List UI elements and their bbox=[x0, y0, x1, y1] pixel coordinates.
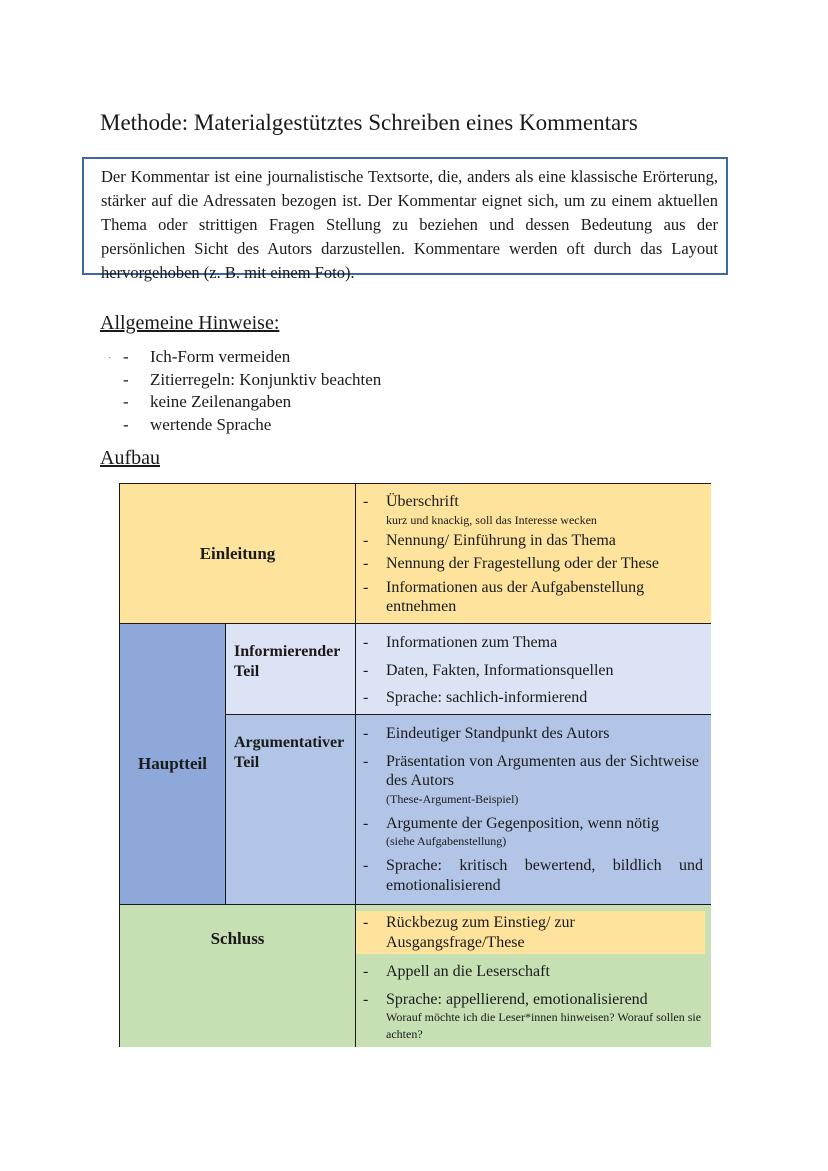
hinweise-list bbox=[120, 346, 381, 436]
list-item: - Argumente der Gegenposition, wenn nötig (siehe Aufgabenstellung) bbox=[363, 814, 659, 848]
tick-mark-icon: ˎ bbox=[108, 348, 112, 359]
schluss-items bbox=[356, 905, 711, 1047]
intro-box: Der Kommentar ist eine journalistische Textsorte, die, anders als eine klassische Erörterung, stärker auf die Adressaten bezogen ist. Der Kommentar eignet sich, um zu einem aktuellen Thema oder strittigen Fragen Stellung zu beziehen und dessen Bedeutung aus der persönlichen Sicht des Autors darzustellen. Kommentare werden oft durch das Layout hervorgehoben (z. B. mit einem Foto). bbox=[82, 157, 728, 275]
list-item: - Daten, Fakten, Informationsquellen bbox=[363, 661, 614, 679]
einleitung-label: Einleitung bbox=[120, 484, 356, 624]
list-item: - Ich-Form vermeiden bbox=[123, 347, 291, 366]
list-item: - Sprache: sachlich-informierend bbox=[363, 689, 588, 706]
list-item: - Zitierregeln: Konjunktiv beachten bbox=[123, 369, 382, 389]
list-item: - Sprache: kritisch bewertend, bildlich und emotionalisierend bbox=[363, 857, 703, 894]
list-item: - Rückbezug zum Einstieg/ zur Ausgangsfrage/These bbox=[356, 911, 705, 954]
hinweise-heading: Allgemeine Hinweise: bbox=[100, 312, 280, 334]
list-item: - Appell an die Leserschaft bbox=[363, 963, 550, 980]
argumentativ-items bbox=[356, 715, 711, 905]
page-title: Methode: Materialgestütztes Schreiben eines Kommentars bbox=[100, 110, 638, 135]
list-item: - Informationen aus der Aufgabenstellung entnehmen bbox=[363, 578, 645, 615]
list-item: - Nennung/ Einführung in das Thema bbox=[363, 531, 616, 549]
aufbau-heading: Aufbau bbox=[100, 447, 160, 469]
list-item: - Eindeutiger Standpunkt des Autors bbox=[363, 725, 610, 742]
schluss-label: Schluss bbox=[120, 905, 356, 1047]
informierend-items bbox=[356, 624, 711, 715]
list-item: - Informationen zum Thema bbox=[363, 634, 558, 651]
einleitung-items bbox=[356, 484, 711, 624]
hauptteil-label: Hauptteil bbox=[120, 624, 226, 905]
informierend-label: Informierender Teil bbox=[226, 624, 356, 715]
aufbau-table bbox=[119, 483, 711, 1047]
argumentativ-label: Argumentativer Teil bbox=[226, 715, 356, 905]
list-item: - Überschrift kurz und knackig, soll das Interesse wecken bbox=[363, 493, 597, 527]
list-item: - wertende Sprache bbox=[123, 414, 272, 434]
list-item: - Nennung der Fragestellung oder der These bbox=[363, 555, 659, 572]
list-item: - keine Zeilenangaben bbox=[123, 392, 292, 411]
list-item: - Präsentation von Argumenten aus der Sichtweise des Autors (These-Argument-Beispiel) bbox=[363, 752, 699, 806]
list-item: - Sprache: appellierend, emotionalisierend Worauf möchte ich die Leser*innen hinweisen? Worauf sollen sie achten? bbox=[363, 990, 702, 1041]
